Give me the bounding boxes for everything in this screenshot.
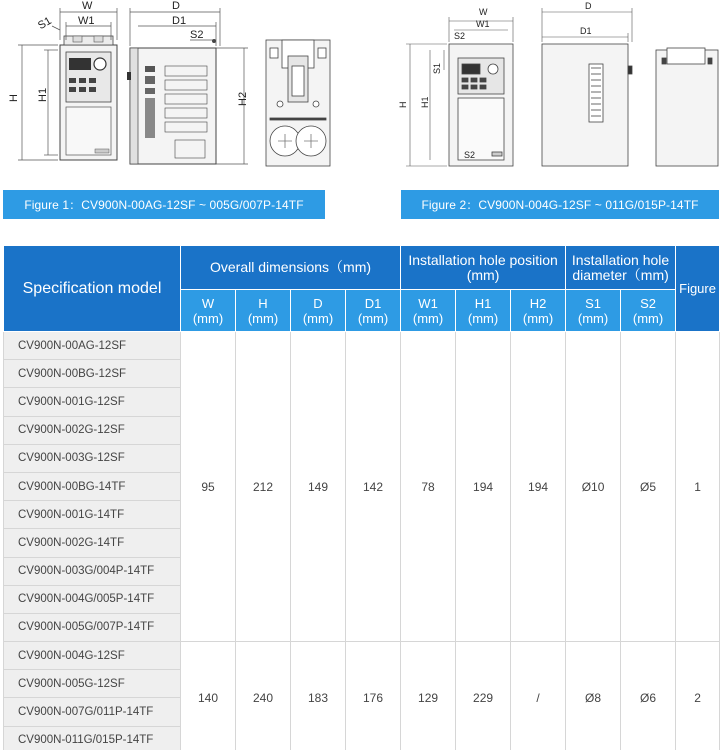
value-cell-w: 95 — [181, 332, 236, 642]
figure-2-caption: Figure 2：CV900N-004G-12SF ~ 011G/015P-14TF — [401, 190, 719, 219]
value-cell-h: 240 — [236, 642, 291, 750]
fig2-label-d: D — [585, 1, 592, 11]
subheader-unit: (mm) — [632, 310, 664, 326]
fig2-label-s1: S1 — [432, 62, 442, 74]
subheader-name: S2 — [640, 295, 656, 311]
figure-cell: 1 — [676, 332, 720, 642]
value-cell-s2: Ø5 — [621, 332, 676, 642]
figure-1-back-view — [266, 40, 330, 166]
model-cell: CV900N-002G-12SF — [4, 416, 181, 444]
subheader-unit: (mm) — [357, 310, 389, 326]
value-cell-h1: 229 — [456, 642, 511, 750]
figure-cell: 2 — [676, 642, 720, 750]
figure-1-side-view — [127, 39, 216, 164]
subheader-w1 — [401, 290, 456, 332]
specification-table — [3, 245, 720, 750]
value-cell-s2: Ø6 — [621, 642, 676, 750]
value-cell-s1: Ø8 — [566, 642, 621, 750]
fig2-label-h1: H1 — [420, 96, 430, 108]
value-cell-h: 212 — [236, 332, 291, 642]
model-cell: CV900N-002G-14TF — [4, 529, 181, 557]
fig1-label-w: W — [82, 0, 93, 12]
fig1-label-s2: S2 — [190, 29, 204, 41]
model-cell: CV900N-011G/015P-14TF — [4, 726, 181, 750]
figure-2-back-view — [656, 48, 718, 166]
value-cell-d: 149 — [291, 332, 346, 642]
model-cell: CV900N-001G-12SF — [4, 388, 181, 416]
model-cell: CV900N-001G-14TF — [4, 501, 181, 529]
figure-1-drawing — [0, 0, 340, 175]
model-cell: CV900N-00BG-12SF — [4, 360, 181, 388]
fig1-label-h1: H1 — [37, 87, 49, 102]
value-cell-d: 183 — [291, 642, 346, 750]
model-cell: CV900N-004G/005P-14TF — [4, 585, 181, 613]
figure-2-front-view — [449, 44, 513, 166]
subheader-name: H2 — [529, 295, 547, 311]
header-installation-hole-position: Installation hole position (mm) — [401, 246, 566, 290]
subheader-name: H — [258, 295, 268, 311]
model-cell: CV900N-007G/011P-14TF — [4, 698, 181, 726]
subheader-name: W — [201, 295, 215, 311]
subheader-s2 — [621, 290, 676, 332]
subheader-name: W1 — [418, 295, 438, 311]
model-cell: CV900N-005G/007P-14TF — [4, 613, 181, 641]
subheader-unit: (mm) — [577, 310, 609, 326]
value-cell-w: 140 — [181, 642, 236, 750]
model-cell: CV900N-005G-12SF — [4, 670, 181, 698]
header-overall-dimensions: Overall dimensions（mm) — [181, 246, 401, 290]
fig1-label-s1: S1 — [36, 14, 54, 33]
fig1-label-w1: W1 — [78, 15, 95, 27]
subheader-w — [181, 290, 236, 332]
subheader-d1 — [346, 290, 401, 332]
fig1-label-d1: D1 — [172, 15, 187, 27]
figure-1-caption: Figure 1：CV900N-00AG-12SF ~ 005G/007P-14TF — [3, 190, 325, 219]
fig2-label-s2-top: S2 — [454, 31, 466, 41]
fig2-label-s2-bottom: S2 — [464, 150, 476, 160]
model-cell: CV900N-00BG-14TF — [4, 472, 181, 500]
header-installation-hole-diameter: Installation hole diameter（mm) — [566, 246, 676, 290]
subheader-s1 — [566, 290, 621, 332]
subheader-unit: (mm) — [412, 310, 444, 326]
value-cell-d1: 176 — [346, 642, 401, 750]
subheader-unit: (mm) — [192, 310, 224, 326]
value-cell-d1: 142 — [346, 332, 401, 642]
figure-2-drawing — [392, 0, 722, 175]
table-row — [4, 642, 720, 670]
value-cell-w1: 129 — [401, 642, 456, 750]
subheader-unit: (mm) — [467, 310, 499, 326]
value-cell-h2: / — [511, 642, 566, 750]
value-cell-w1: 78 — [401, 332, 456, 642]
subheader-unit: (mm) — [247, 310, 279, 326]
subheader-name: H1 — [474, 295, 492, 311]
subheader-h1 — [456, 290, 511, 332]
value-cell-h1: 194 — [456, 332, 511, 642]
value-cell-s1: Ø10 — [566, 332, 621, 642]
subheader-unit: (mm) — [302, 310, 334, 326]
model-cell: CV900N-003G/004P-14TF — [4, 557, 181, 585]
subheader-name: D — [313, 295, 323, 311]
fig2-label-w1: W1 — [476, 19, 490, 29]
fig2-label-w: W — [479, 7, 488, 17]
header-figure: Figure — [676, 246, 720, 332]
subheader-h2 — [511, 290, 566, 332]
fig1-label-h2: H2 — [237, 91, 249, 106]
table-row — [4, 332, 720, 360]
subheader-name: S1 — [585, 295, 601, 311]
figure-2-side-view — [542, 44, 632, 166]
subheader-d — [291, 290, 346, 332]
subheader-name: D1 — [364, 295, 382, 311]
fig1-label-d: D — [172, 0, 180, 12]
figure-1-front-view — [60, 36, 117, 160]
model-cell: CV900N-004G-12SF — [4, 642, 181, 670]
model-cell: CV900N-00AG-12SF — [4, 332, 181, 360]
fig1-label-h: H — [8, 94, 20, 102]
model-cell: CV900N-003G-12SF — [4, 444, 181, 472]
value-cell-h2: 194 — [511, 332, 566, 642]
header-specification-model: Specification model — [4, 246, 181, 332]
subheader-unit: (mm) — [522, 310, 554, 326]
subheader-h — [236, 290, 291, 332]
fig2-label-h: H — [398, 101, 408, 108]
fig2-label-d1: D1 — [580, 26, 592, 36]
